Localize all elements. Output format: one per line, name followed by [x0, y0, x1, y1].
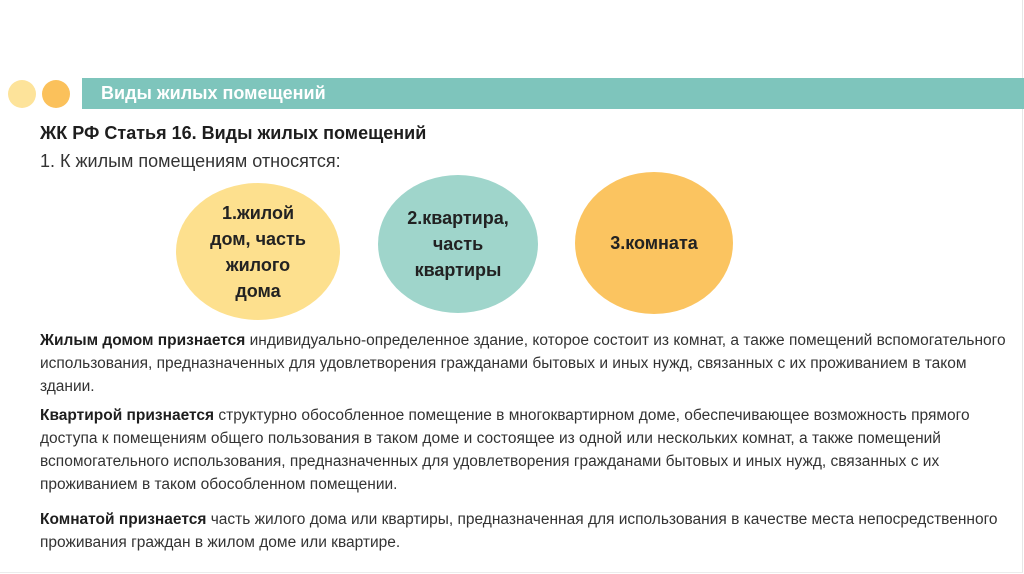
circle-label: 1.жилой дом, часть жилого дома: [210, 202, 306, 301]
decorative-dot-orange: [42, 80, 70, 108]
article-heading: ЖК РФ Статья 16. Виды жилых помещений: [40, 123, 427, 143]
definition-term: Жилым домом признается: [40, 332, 246, 349]
circle-label: 2.квартира, часть квартиры: [407, 208, 509, 280]
decorative-dot-light: [8, 80, 36, 108]
definition-term: Квартирой признается: [40, 407, 215, 424]
definition-room: [40, 508, 1018, 554]
circle-label: 3.комната: [610, 233, 698, 253]
definition-term: Комнатой признается: [40, 511, 207, 528]
circle-residential-house: [176, 183, 340, 320]
definition-house: [40, 329, 1018, 398]
definition-text: часть жилого дома или квартиры, предназначенная для использования в качестве места непосредственного проживания граждан в жилом доме или квартире.: [40, 511, 998, 551]
definition-apartment: [40, 404, 1018, 496]
slide-title: Виды жилых помещений: [101, 83, 326, 103]
definition-text: индивидуально-определенное здание, которое состоит из комнат, а также помещений вспомогательного использования, предназначенных для удовлетворения гражданами бытовых и иных нужд, связанных с их проживанием в таком здании.: [40, 332, 1006, 395]
circle-apartment: [378, 175, 538, 313]
article-subheading: 1. К жилым помещениям относятся:: [40, 151, 341, 171]
circle-room: [575, 172, 733, 314]
definition-text: структурно обособленное помещение в многоквартирном доме, обеспечивающее возможность прямого доступа к помещениям общего пользования в таком доме и состоящее из одной или нескольких комнат, а также помещений вспомогательного использования, предназначенных для удовлетворения гражданами бытовых и иных нужд, связанных с их проживанием в таком обособленном помещении.: [40, 407, 970, 493]
